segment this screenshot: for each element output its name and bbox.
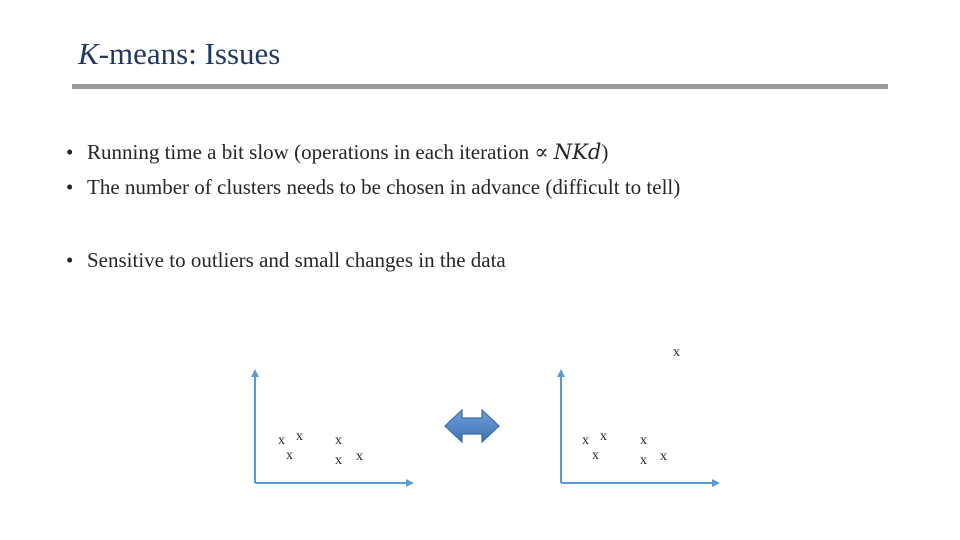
outlier-point: x xyxy=(673,345,680,360)
data-point: x xyxy=(335,433,342,448)
data-point: x xyxy=(640,433,647,448)
data-point: x xyxy=(660,449,667,464)
math-nkd: NKd xyxy=(553,140,602,164)
data-point: x xyxy=(640,453,647,468)
bullet-text-suffix: ) xyxy=(601,140,609,164)
left-plot xyxy=(255,373,410,483)
bullet-text: Running time a bit slow (operations in each iteration xyxy=(87,140,535,164)
bullet-text: Sensitive to outliers and small changes in the data xyxy=(87,248,506,272)
data-point: x xyxy=(335,453,342,468)
title-k: K xyxy=(78,36,99,71)
proportional-symbol: ∝ xyxy=(534,140,549,164)
bullet-text: The number of clusters needs to be chosen in advance (difficult to tell) xyxy=(87,175,681,199)
data-point: x xyxy=(296,429,303,444)
title-rest: -means: Issues xyxy=(98,36,281,71)
data-point: x xyxy=(592,448,599,463)
bullet-glyph: • xyxy=(66,140,74,164)
bullet-glyph: • xyxy=(66,175,74,199)
data-point: x xyxy=(582,433,589,448)
right-points xyxy=(582,345,680,468)
double-headed-arrow-icon xyxy=(445,410,499,442)
bullet-glyph: • xyxy=(66,248,74,272)
data-point: x xyxy=(356,449,363,464)
left-points xyxy=(278,429,363,468)
right-plot xyxy=(561,345,716,483)
data-point: x xyxy=(600,429,607,444)
data-point: x xyxy=(278,433,285,448)
data-point: x xyxy=(286,448,293,463)
